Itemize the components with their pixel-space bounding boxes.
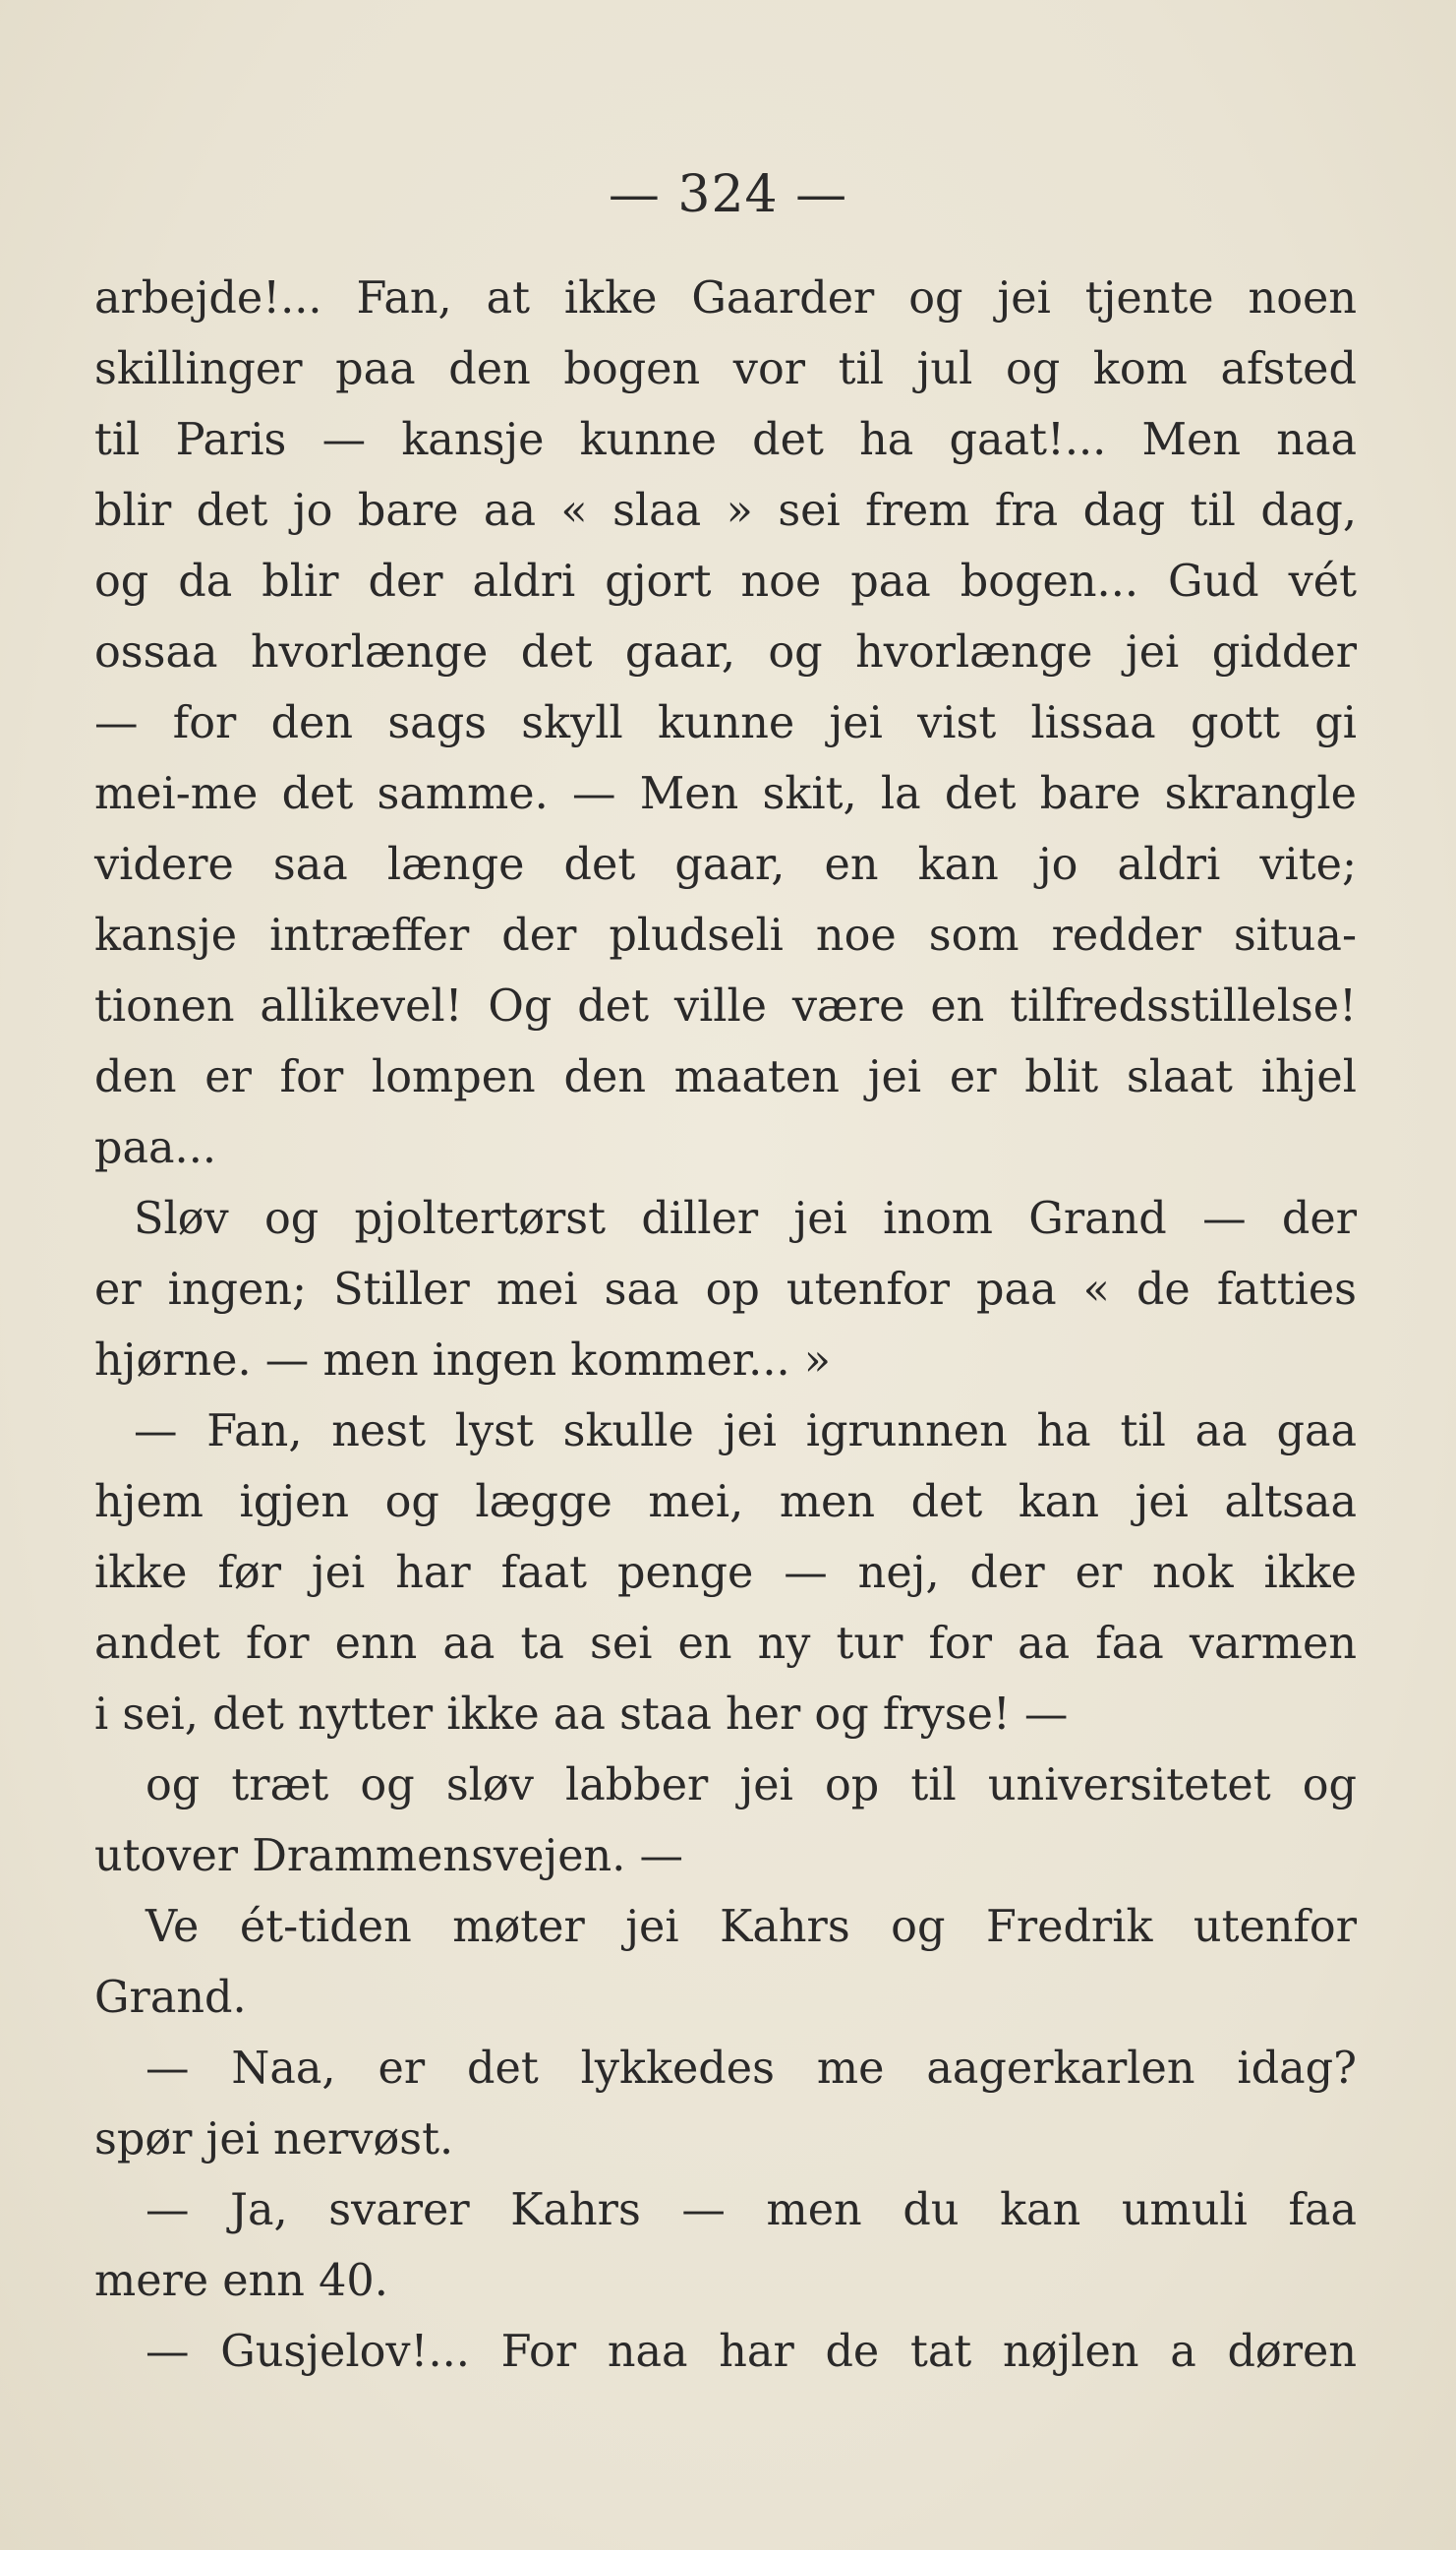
text-line: og da blir der aldri gjort noe paa bogen... Gud vét: [94, 557, 1357, 607]
text-line: Sløv og pjoltertørst diller jei inom Grand — der: [134, 1194, 1357, 1244]
text-line: — Ja, svarer Kahrs — men du kan umuli faa: [146, 2185, 1357, 2235]
text-line: tionen allikevel! Og det ville være en tilfredsstillelse!: [94, 981, 1357, 1032]
text-line: paa...: [94, 1123, 216, 1173]
text-line: og træt og sløv labber jei op til universitetet og: [146, 1760, 1357, 1810]
text-line: arbejde!... Fan, at ikke Gaarder og jei tjente noen: [94, 273, 1357, 324]
text-line: — Naa, er det lykkedes me aagerkarlen idag?: [146, 2044, 1357, 2094]
text-line: den er for lompen den maaten jei er blit slaat ihjel: [94, 1052, 1357, 1102]
text-line: er ingen; Stiller mei saa op utenfor paa « de fatties: [94, 1265, 1357, 1315]
text-line: utover Drammensvejen. —: [94, 1831, 683, 1881]
text-line: andet for enn aa ta sei en ny tur for aa faa varmen: [94, 1619, 1357, 1669]
body-text: [94, 264, 1357, 2388]
text-line: til Paris — kansje kunne det ha gaat!... Men naa: [94, 415, 1357, 465]
text-line: — Gusjelov!... For naa har de tat nøjlen a døren: [146, 2327, 1357, 2377]
text-line: mei-me det samme. — Men skit, la det bare skrangle: [94, 769, 1357, 819]
text-line: Ve ét-tiden møter jei Kahrs og Fredrik utenfor: [146, 1902, 1357, 1952]
text-line: i sei, det nytter ikke aa staa her og fryse! —: [94, 1690, 1069, 1740]
text-line: blir det jo bare aa « slaa » sei frem fra dag til dag,: [94, 486, 1357, 536]
text-line: ikke før jei har faat penge — nej, der er nok ikke: [94, 1548, 1357, 1598]
text-line: ossaa hvorlænge det gaar, og hvorlænge jei gidder: [94, 627, 1357, 678]
text-line: videre saa længe det gaar, en kan jo aldri vite;: [94, 840, 1357, 890]
text-line: mere enn 40.: [94, 2256, 388, 2306]
text-line: kansje intræffer der pludseli noe som redder situa-: [94, 911, 1357, 961]
page-number: — 324 —: [608, 165, 848, 224]
text-line: — for den sags skyll kunne jei vist lissaa gott gi: [94, 698, 1357, 748]
text-line: — Fan, nest lyst skulle jei igrunnen ha til aa gaa: [134, 1406, 1357, 1456]
text-line: spør jei nervøst.: [94, 2114, 454, 2165]
text-line: Grand.: [94, 1973, 247, 2023]
text-line: hjem igjen og lægge mei, men det kan jei altsaa: [94, 1477, 1357, 1527]
text-line: skillinger paa den bogen vor til jul og kom afsted: [94, 344, 1357, 394]
text-line: hjørne. — men ingen kommer... »: [94, 1335, 831, 1386]
